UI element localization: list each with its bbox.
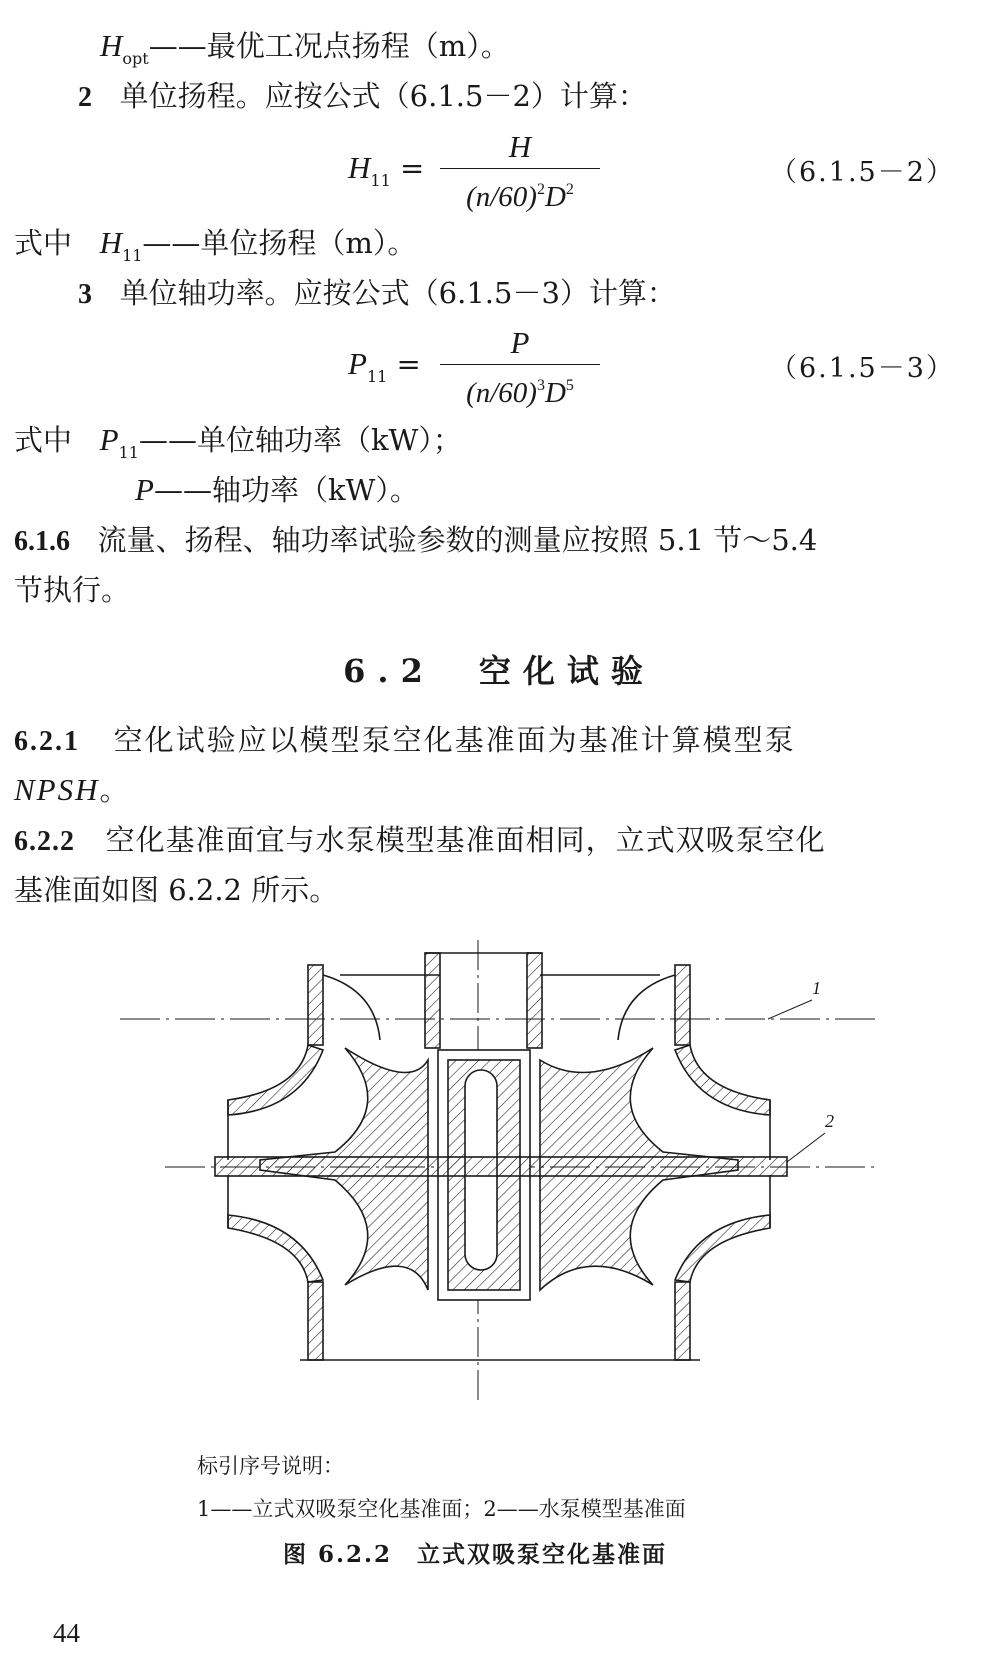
right-flange-bottom — [675, 1282, 690, 1360]
where-text: ——单位扬程（m）。 — [142, 226, 417, 260]
clause-text: 空化基准面宜与水泵模型基准面相同，立式双吸泵空化 — [105, 823, 826, 857]
eq3-lhs-symbol: P — [348, 346, 367, 381]
left-flange-bottom — [308, 1282, 323, 1360]
clause-number: 6.1.6 — [14, 526, 70, 557]
top-sleeve-left — [425, 953, 440, 1048]
symbol-h11: H — [99, 225, 123, 260]
casing-bottom-right — [675, 1215, 770, 1282]
item-text: 单位轴功率。应按公式（6.1.5－3）计算： — [119, 276, 676, 310]
section-heading: 6.2 空化试验 — [343, 652, 655, 690]
eq3-lhs-subscript: 11 — [366, 367, 388, 386]
eq3-tag: （6.1.5－3） — [770, 353, 955, 384]
npsh-symbol: NPSH — [14, 772, 100, 807]
eq2-numerator: H — [508, 129, 532, 164]
right-flange-top — [675, 965, 690, 1045]
item-number: 3 — [78, 279, 92, 310]
item-number: 2 — [78, 82, 92, 113]
eq2-lhs-subscript: 11 — [370, 171, 391, 190]
clause-number: 6.2.1 — [14, 726, 80, 757]
casing-bottom-left — [228, 1215, 323, 1282]
callout-1: 1 — [812, 978, 821, 998]
clause-text: 空化试验应以模型泵空化基准面为基准计算模型泵 — [113, 723, 796, 757]
legend-text: 1——立式双吸泵空化基准面；2——水泵模型基准面 — [197, 1497, 686, 1521]
subscript-11: 11 — [118, 443, 139, 462]
callout-1-leader — [768, 1000, 812, 1019]
eq3-den-d: D — [544, 377, 566, 409]
eq2-tag: （6.1.5－2） — [770, 157, 955, 188]
eq3-equals: = — [396, 347, 421, 381]
callout-2: 2 — [825, 1111, 834, 1131]
eq2-den-base: (n/60) — [466, 181, 537, 213]
item-text: 单位扬程。应按公式（6.1.5－2）计算： — [119, 79, 647, 113]
page-number: 44 — [53, 1618, 80, 1648]
symbol-p: P — [135, 472, 154, 507]
where-lead: 式中 — [14, 423, 73, 457]
clause-number: 6.2.2 — [14, 826, 75, 857]
clause-text-continued: 节执行。 — [14, 573, 131, 607]
clause-tail: 。 — [99, 773, 129, 807]
eq2-den-exp2: 2 — [565, 181, 574, 198]
top-sleeve-right — [527, 953, 542, 1048]
left-flange-top — [308, 965, 323, 1045]
eq2-equals: = — [399, 151, 425, 185]
casing-top-left — [228, 1045, 323, 1115]
subscript-11: 11 — [122, 246, 143, 265]
eq3-den-exp1: 3 — [536, 377, 545, 394]
eq2-den-exp1: 2 — [536, 181, 545, 198]
eq2-den-d: D — [544, 181, 566, 213]
eq3-den-exp2: 5 — [565, 377, 574, 394]
symbol-h: H — [100, 28, 123, 63]
eq3-numerator: P — [510, 325, 530, 360]
definition-text: ——轴功率（kW）。 — [153, 473, 419, 507]
where-text: ——单位轴功率（kW）； — [138, 423, 462, 457]
subscript-opt: opt — [122, 49, 149, 68]
clause-text-continued: 基准面如图 6.2.2 所示。 — [14, 873, 339, 907]
legend-title: 标引序号说明： — [197, 1454, 344, 1478]
eq3-den-base: (n/60) — [466, 377, 537, 409]
shaft — [215, 1157, 787, 1176]
figure-caption: 图 6.2.2 立式双吸泵空化基准面 — [283, 1541, 668, 1568]
callout-2-leader — [787, 1133, 825, 1162]
casing-top-right — [675, 1045, 770, 1115]
definition-text: ——最优工况点扬程（m）。 — [148, 29, 510, 63]
where-lead: 式中 — [14, 226, 73, 260]
clause-text: 流量、扬程、轴功率试验参数的测量应按照 5.1 节～5.4 — [97, 523, 818, 557]
symbol-p11: P — [99, 422, 119, 457]
eq2-lhs-symbol: H — [348, 150, 371, 185]
